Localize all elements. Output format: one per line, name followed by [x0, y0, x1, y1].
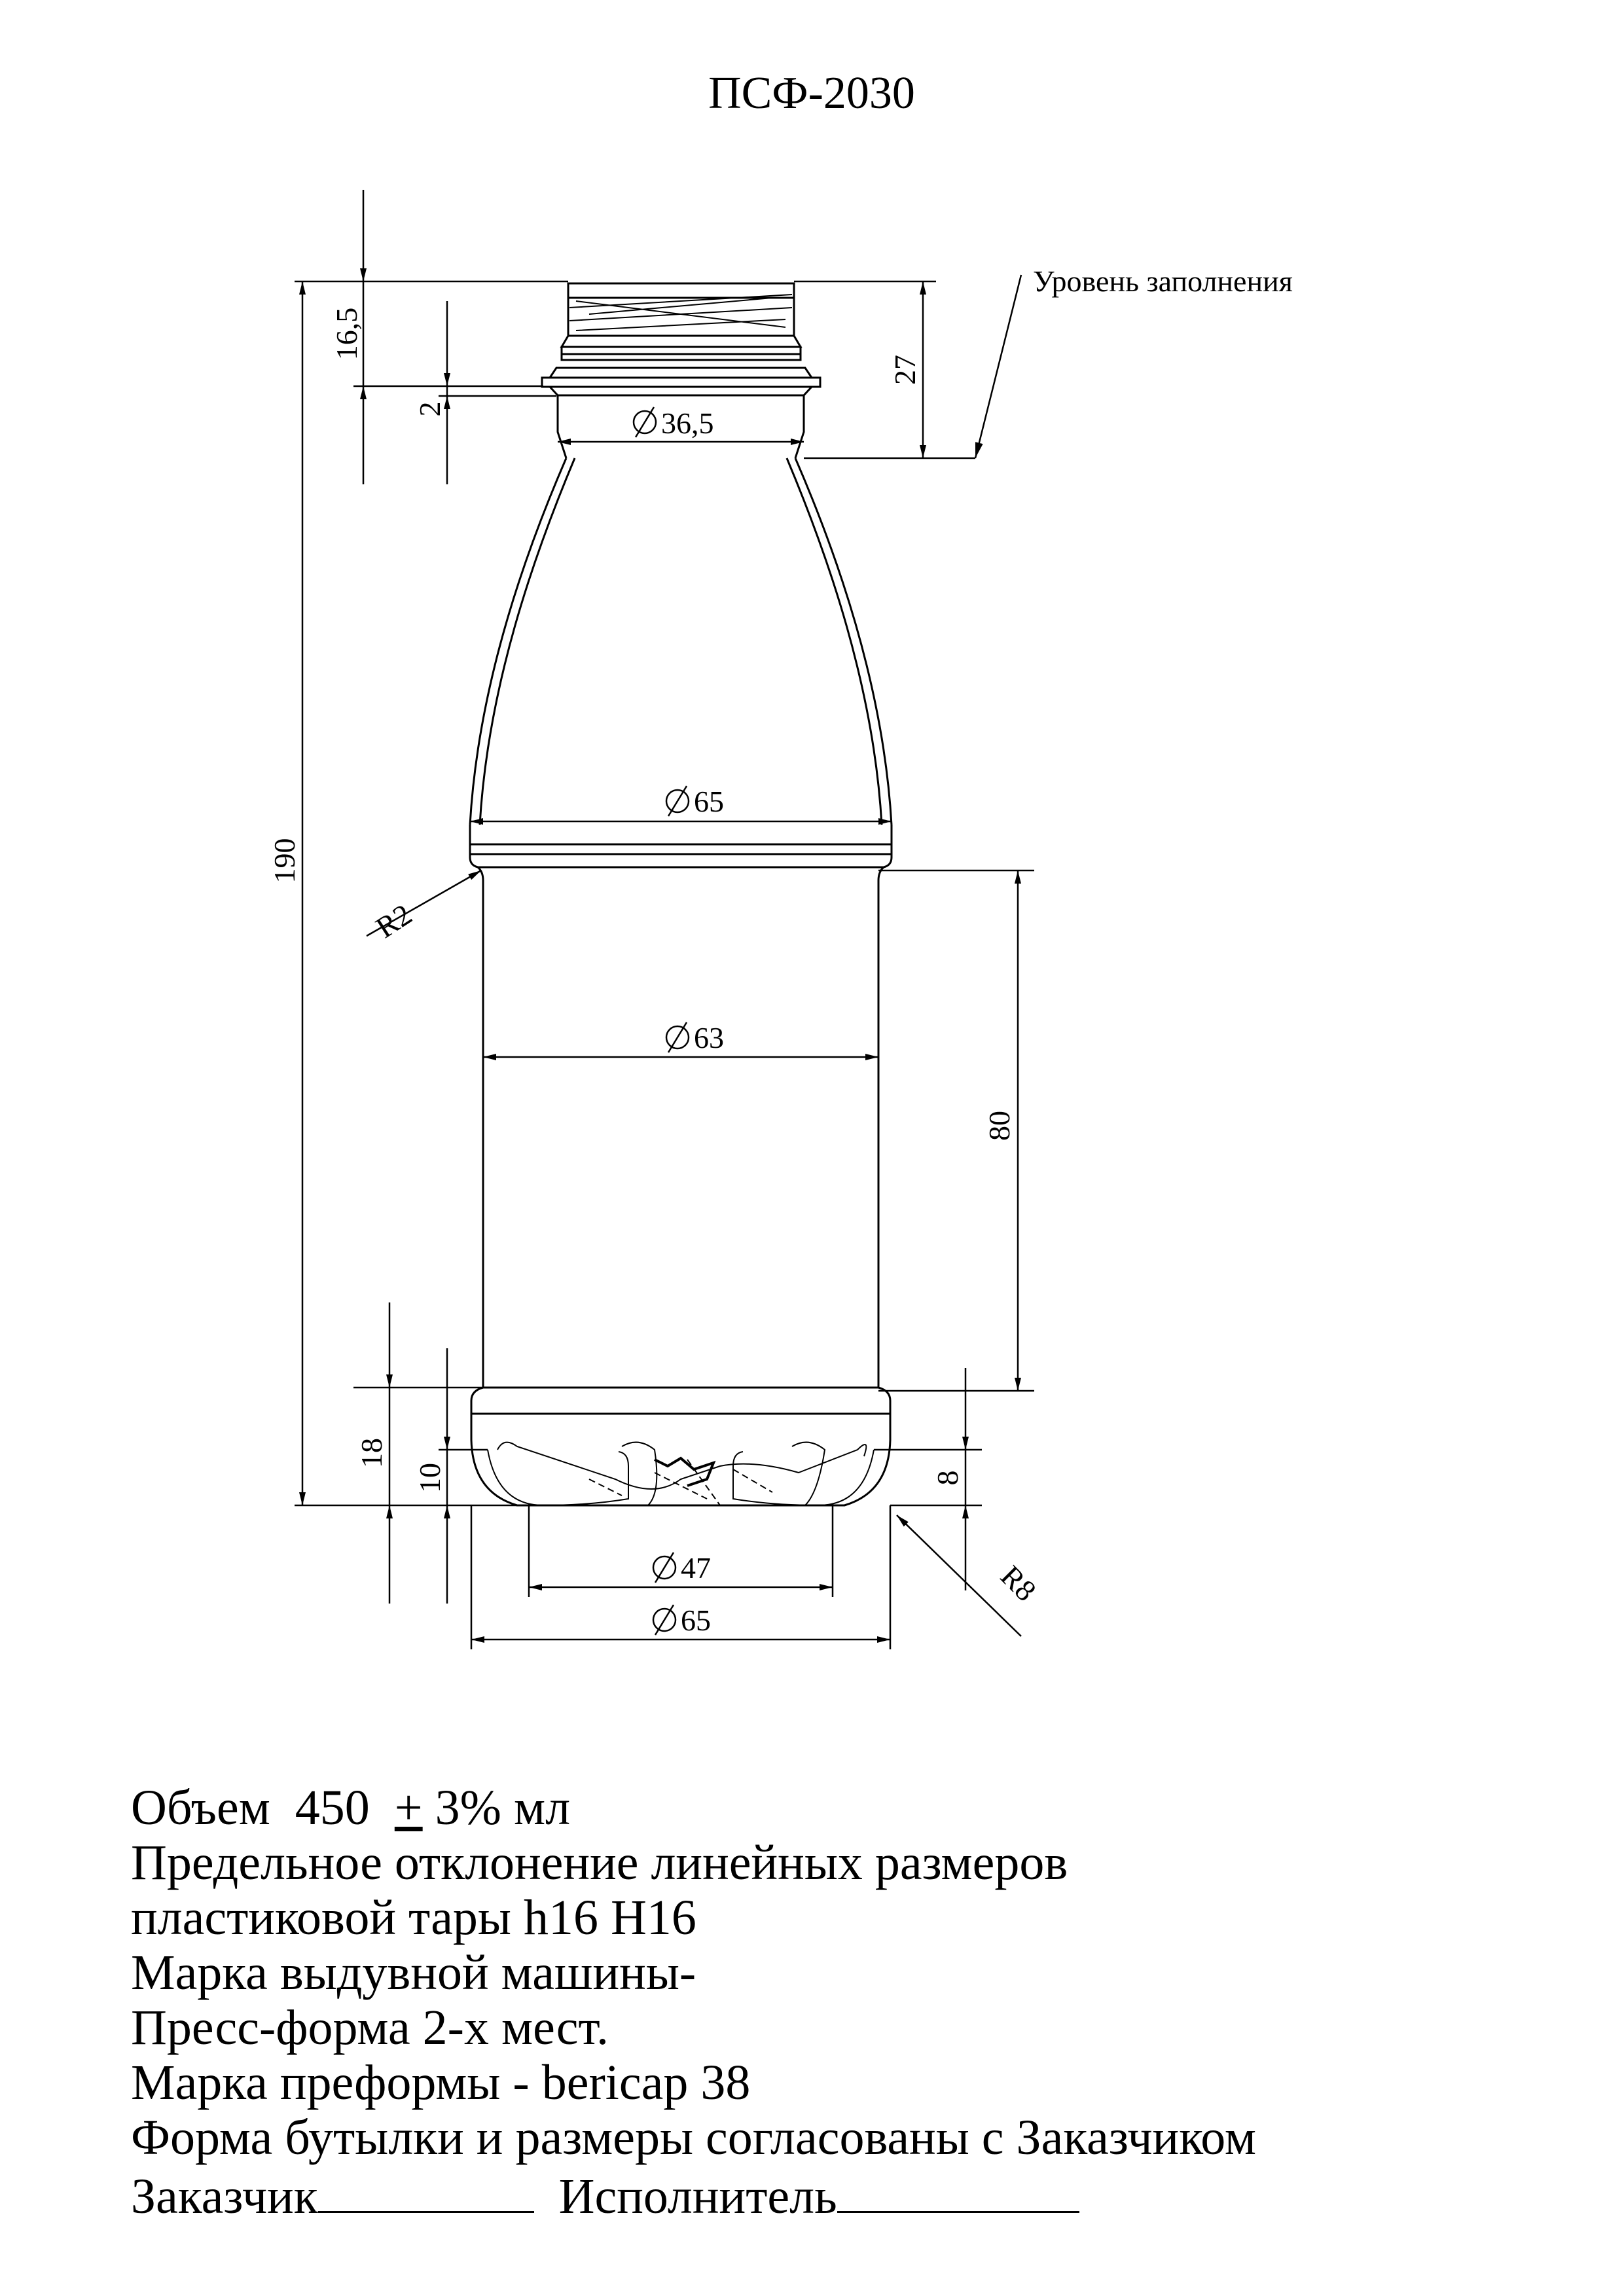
mold-line: Пресс-форма 2-х мест.	[131, 2000, 609, 2055]
diameter-symbol-icon	[653, 1552, 676, 1583]
tolerance-line-2: пластиковой тары h16 H16	[131, 1890, 696, 1945]
customer-label: Заказчик	[131, 2169, 318, 2224]
dim-fill-level-depth: 27	[888, 355, 922, 385]
diameter-symbol-icon	[634, 407, 656, 437]
dim-label-panel-height: 80	[983, 1111, 1016, 1141]
signature-line	[131, 2165, 1571, 2224]
dim-base-footprint-diameter: 47	[681, 1551, 711, 1585]
dim-neck-finish-height: 16,5	[330, 307, 363, 361]
dim-base-inner-height: 10	[413, 1463, 446, 1493]
machine-line: Марка выдувной машины-	[131, 1945, 696, 2000]
tolerance-line-1: Предельное отклонение линейных размеров	[131, 1835, 1068, 1890]
fill-level-note: Уровень заполнения	[1033, 264, 1293, 298]
dim-total-height: 190	[268, 838, 301, 884]
diameter-symbol-icon	[653, 1605, 676, 1635]
preform-line: Марка преформы - bericap 38	[131, 2055, 751, 2110]
volume-value: 450	[295, 1780, 370, 1835]
dim-shoulder-radius: R2	[370, 897, 418, 945]
customer-signature-field[interactable]	[318, 2165, 534, 2213]
dim-neck-diameter: 36,5	[661, 406, 714, 440]
dim-base-height: 18	[355, 1438, 388, 1468]
dim-base-diameter: 65	[681, 1604, 711, 1637]
dim-shoulder-diameter: 65	[694, 785, 724, 818]
volume-tolerance: 3% мл	[435, 1780, 570, 1835]
drawing-title: ПСФ-2030	[708, 68, 915, 118]
volume-label: Объем	[131, 1780, 270, 1835]
agreement-line: Форма бутылки и размеры согласованы с Заказчиком	[131, 2110, 1256, 2165]
dim-body-diameter: 63	[694, 1021, 724, 1054]
contractor-signature-field[interactable]	[837, 2165, 1079, 2213]
specification-notes	[131, 1780, 1571, 2224]
dim-base-radius: R8	[994, 1559, 1043, 1608]
bottle-outline	[470, 283, 892, 1505]
volume-line	[131, 1780, 1571, 1835]
plus-minus-sign: +	[394, 1780, 423, 1835]
dim-base-foot-height: 8	[931, 1470, 964, 1486]
dim-flange-thickness: 2	[413, 401, 446, 417]
diameter-symbol-icon	[666, 1022, 689, 1052]
contractor-label: Исполнитель	[558, 2169, 837, 2224]
diameter-symbol-icon	[666, 786, 689, 816]
dimension-labels	[268, 264, 1293, 1637]
